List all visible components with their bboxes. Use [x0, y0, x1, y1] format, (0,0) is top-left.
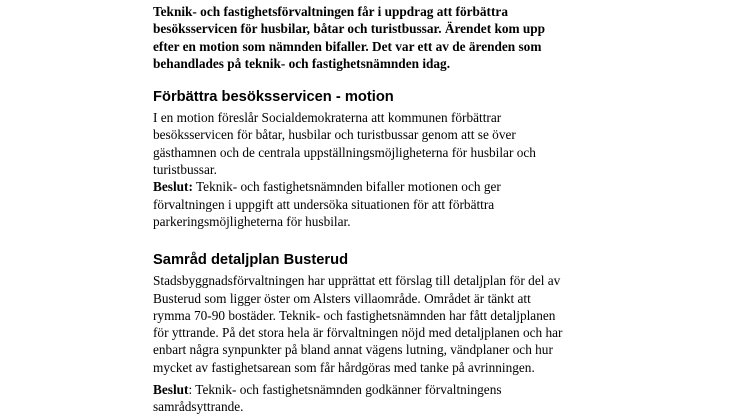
decision-busterud [153, 381, 623, 416]
section-body-busterud [153, 272, 623, 376]
body-line: turistbussar. [153, 162, 217, 178]
section-body-besoksservice [153, 109, 623, 178]
body-line: Stadsbyggnadsförvaltningen har upprättat ett förslag till detaljplan för del av [153, 273, 561, 289]
decision-label: Beslut: [153, 179, 193, 195]
lead-line: besöksservicen för husbilar, båtar och turistbussar. Ärendet kom upp [153, 21, 546, 37]
decision-besoksservice [153, 178, 623, 230]
body-line: för yttrande. På det stora hela är förvaltningen nöjd med detaljplanen och har [153, 325, 563, 341]
body-line: I en motion föreslår Socialdemokraterna att kommunen förbättrar [153, 110, 502, 126]
body-line: Busterud som ligger öster om Alsters villaområde. Området är tänkt att [153, 290, 531, 306]
decision-label: Beslut [153, 382, 189, 398]
decision-line: parkeringsmöjligheterna för husbilar. [153, 213, 351, 229]
lead-line: efter en motion som nämnden bifaller. Det var ett av de ärenden som [153, 38, 542, 54]
body-line: gästhamnen och de centrala uppställningsmöjligheterna för husbilar och [153, 144, 536, 160]
lead-line: behandlades på teknik- och fastighetsnämnden idag. [153, 55, 451, 71]
decision-line: Teknik- och fastighetsnämnden bifaller motionen och ger [192, 179, 501, 195]
section-heading-busterud: Samråd detaljplan Busterud [153, 252, 349, 269]
lead-line: Teknik- och fastighetsförvaltningen får i uppdrag att förbättra [153, 4, 508, 19]
lead-paragraph [153, 3, 623, 72]
body-line: enbart några synpunkter på bland annat vägens lutning, vändplaner och hur [153, 342, 553, 358]
body-line: rymma 70-90 bostäder. Teknik- och fastighetsnämnden har fått detaljplanen [153, 307, 556, 323]
decision-line: samrådsyttrande. [153, 399, 244, 415]
decision-line: : Teknik- och fastighetsnämnden godkänner förvaltningens [188, 382, 502, 398]
section-heading-besoksservice: Förbättra besöksservicen - motion [153, 89, 394, 106]
body-line: mycket av fastighetsarean som får hårdgöras med tanke på avrinningen. [153, 359, 535, 375]
article [153, 0, 623, 416]
body-line: besöksservicen för båtar, husbilar och turistbussar genom att se över [153, 127, 516, 143]
decision-line: förvaltningen i uppgift att undersöka situationen för att förbättra [153, 196, 495, 212]
